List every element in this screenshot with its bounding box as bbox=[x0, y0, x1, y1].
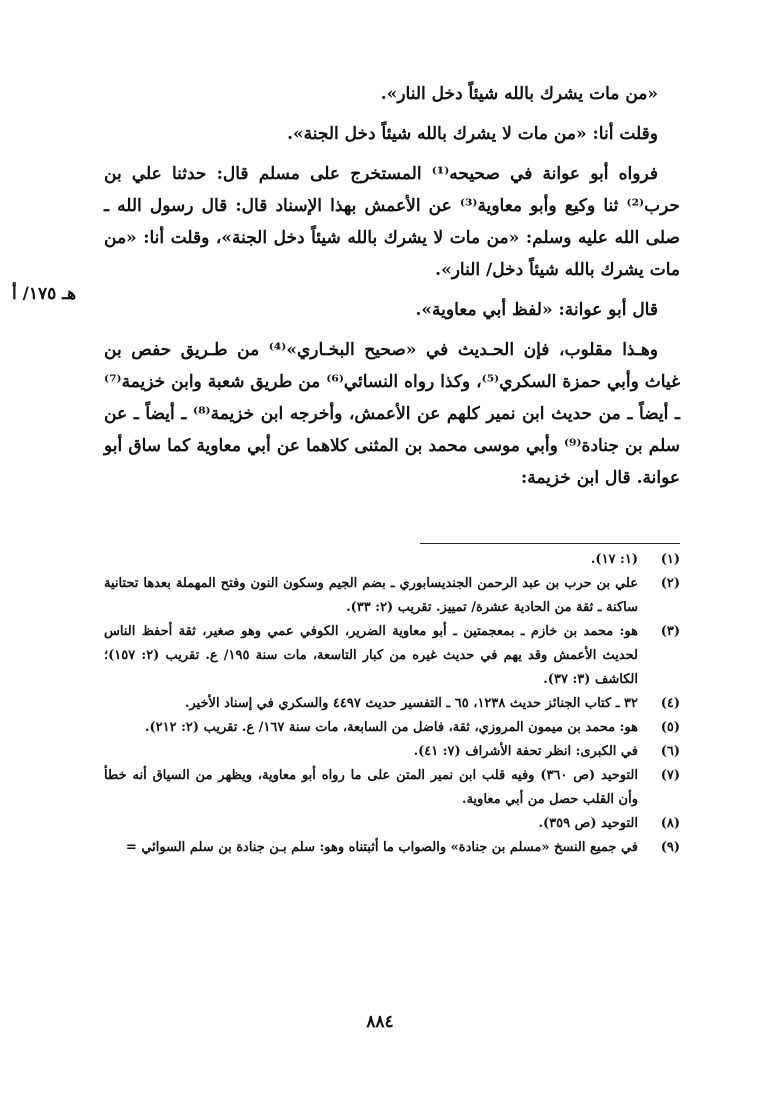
footnote-number: (٣) bbox=[660, 624, 680, 639]
footnote-number: (١) bbox=[660, 552, 680, 567]
footnote-number: (٨) bbox=[660, 816, 680, 831]
footnote-text: في جميع النسخ «مسلم بن جنادة» والصواب ما أثبتناه وهو: سلم بـن جنادة بن سلم السوائي = bbox=[125, 840, 638, 855]
footnote-divider bbox=[420, 543, 680, 544]
footnote-number: (٧) bbox=[660, 768, 680, 783]
footnote-text: التوحيد (ص ٣٦٠) وفيه قلب ابن نمير المتن على ما رواه أبو معاوية، ويظهر من السياق أنه خطأ وأن القلب حصل من أبي معاوية. bbox=[104, 768, 638, 807]
footnote bbox=[104, 764, 680, 812]
footnote bbox=[104, 740, 680, 764]
footnote bbox=[104, 548, 680, 572]
footnote bbox=[104, 812, 680, 836]
paragraph: وقلت أنا: «من مات لا يشرك بالله شيئاً دخل الجنة». bbox=[287, 124, 658, 144]
page-number: ٨٨٤ bbox=[366, 1012, 394, 1032]
footnote-text: التوحيد (ص ٣٥٩). bbox=[538, 816, 638, 831]
footnote-text: هو: محمد بن خازم ـ بمعجمتين ـ أبو معاوية الضرير، الكوفي عمي وهو صغير، ثقة أحفظ الناس لحديث الأعمش وقد يهم في حديث غيره من كبار التاسعة، مات سنة ١٩٥/ ع. تقريب (٢: ١٥٧)؛ الكاشف (٣: ٣٧). bbox=[104, 624, 639, 687]
paragraph: وهـذا مقلوب، فإن الحـديث في «صحيح البخـاري»⁽⁴⁾ من طـريق حفص بن غياث وأبي حمزة السكري⁽⁵⁾، وكذا رواه النسائي⁽⁶⁾ من طريق شعبة وابن خزيمة⁽⁷⁾ ـ أيضاً ـ من حديث ابن نمير كلهم عن الأعمش، وأخرجه ابن خزيمة⁽⁸⁾ ـ أيضاً ـ عن سلم بن جنادة⁽⁹⁾ وأبي موسى محمد بن المثنى كلاهما عن أبي معاوية كما ساق أبو عوانة. قال ابن خزيمة: bbox=[104, 340, 680, 488]
footnote bbox=[104, 692, 680, 716]
footnote-number: (٦) bbox=[660, 744, 680, 759]
footnote-text: هو: محمد بن ميمون المروزي، ثقة، فاضل من السابعة، مات سنة ١٦٧/ ع. تقريب (٢: ٢١٢). bbox=[144, 720, 638, 735]
paragraph: فرواه أبو عوانة في صحيحه⁽¹⁾ المستخرج على مسلم قال: حدثنا علي بن حرب⁽²⁾ ثنا وكيع وأبو معاوية⁽³⁾ عن الأعمش بهذا الإسناد قال: قال رسول الله ـ صلى الله عليه وسلم: «من مات لا يشرك بالله شيئاً دخل الجنة»، وقلت أنا: «من مات يشرك بالله شيئاً دخل/ النار». bbox=[104, 164, 680, 280]
footnote bbox=[104, 572, 680, 620]
footnote-text: ٣٢ ـ كتاب الجنائز حديث ١٢٣٨، ٦٥ ـ التفسير حديث ٤٤٩٧ والسكري في إسناد الأخير. bbox=[184, 696, 638, 711]
main-text bbox=[104, 78, 680, 494]
footnote-text: (١: ١٧). bbox=[590, 552, 638, 567]
paragraph: قال أبو عوانة: «لفظ أبي معاوية». bbox=[415, 300, 658, 320]
footnote-number: (٩) bbox=[660, 840, 680, 855]
footnote-text: علي بن حرب بن عبد الرحمن الجنديسابوري ـ بضم الجيم وسكون النون وفتح المهملة بعدها تحتانية ساكنة ـ ثقة من الحادية عشرة/ تمييز. تقريب (٢: ٣٣). bbox=[104, 576, 638, 615]
footnote-number: (٤) bbox=[660, 696, 680, 711]
footnotes bbox=[104, 548, 680, 860]
footnote-number: (٥) bbox=[660, 720, 680, 735]
paragraph: «من مات يشرك بالله شيئاً دخل النار». bbox=[380, 84, 658, 104]
footnote-number: (٢) bbox=[660, 576, 680, 591]
footnote bbox=[104, 620, 680, 692]
manuscript-folio-note: هـ ١٧٥/ أ bbox=[12, 284, 77, 304]
footnote bbox=[104, 716, 680, 740]
footnote-text: في الكبرى: انظر تحفة الأشراف (٧: ٤١). bbox=[413, 744, 638, 759]
footnote bbox=[104, 836, 680, 860]
